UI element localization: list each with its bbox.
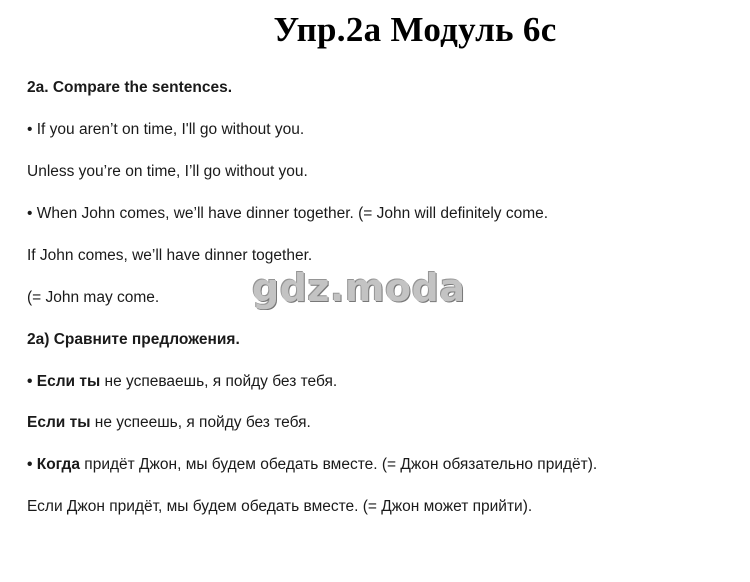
bold-phrase: Если ты xyxy=(27,414,91,431)
bullet: • xyxy=(27,373,37,390)
english-sentence-4: If John comes, we’ll have dinner together. xyxy=(27,247,313,264)
bold-phrase: Когда xyxy=(36,456,80,473)
english-heading: 2a. Compare the sentences. xyxy=(27,79,233,96)
russian-sentence-4: Если Джон придёт, мы будем обедать вместе. (= Джон может прийти). xyxy=(27,498,533,515)
russian-sentence-2 xyxy=(27,413,311,433)
english-sentence-5: (= John may come. xyxy=(27,289,160,306)
english-sentence-2: Unless you’re on time, I’ll go without you. xyxy=(27,163,308,180)
english-sentence-3: • When John comes, we’ll have dinner together. (= John will definitely come. xyxy=(27,205,549,222)
russian-sentence-1 xyxy=(27,372,337,392)
page-title: Упр.2а Модуль 6с xyxy=(273,10,557,49)
sentence-rest: придёт Джон, мы будем обедать вместе. (= Джон обязательно придёт). xyxy=(80,456,598,473)
watermark: gdz.moda xyxy=(252,266,466,310)
english-sentence-1: • If you aren’t on time, I'll go without you. xyxy=(27,121,305,138)
russian-sentence-3 xyxy=(27,455,597,475)
bullet: • xyxy=(27,456,37,473)
sentence-rest: не успеешь, я пойду без тебя. xyxy=(90,414,311,431)
bold-phrase: Если ты xyxy=(36,373,101,390)
russian-heading: 2а) Сравните предложения. xyxy=(27,331,240,348)
sentence-rest: не успеваешь, я пойду без тебя. xyxy=(100,373,338,390)
